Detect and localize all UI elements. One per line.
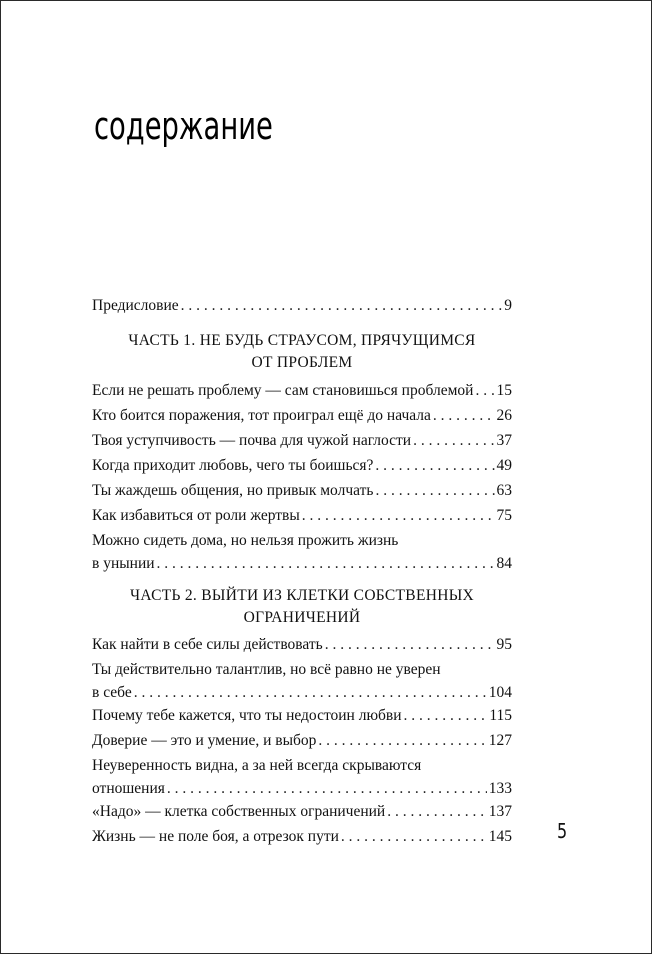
toc-entry[interactable] — [92, 429, 512, 452]
toc-page-number: 127 — [488, 732, 512, 749]
toc-page-number: 9 — [504, 297, 512, 314]
toc-page-number: 95 — [496, 636, 512, 653]
toc-entry[interactable] — [92, 454, 512, 477]
toc-entry-text: Твоя уступчивость — почва для чужой наглости — [92, 432, 412, 449]
page-title: содержание — [94, 104, 273, 148]
part-heading-line: ОГРАНИЧЕНИЙ — [243, 609, 361, 626]
toc-entry-text: Если не решать проблему — сам становишься проблемой — [92, 382, 474, 399]
leader-dots — [433, 404, 495, 427]
leader-dots — [325, 633, 495, 656]
toc-page-number: 15 — [496, 382, 512, 399]
leader-dots — [134, 681, 487, 704]
toc-page-number: 145 — [488, 828, 512, 845]
toc-page-number: 26 — [496, 407, 512, 424]
toc-entry[interactable] — [92, 529, 512, 575]
toc-page-number: 49 — [496, 457, 512, 474]
toc-entry[interactable] — [92, 800, 512, 823]
part-1-heading — [92, 330, 512, 374]
toc-entry[interactable] — [92, 633, 512, 656]
toc-entry[interactable] — [92, 729, 512, 752]
toc-entry-text: Жизнь — не поле боя, а отрезок пути — [92, 828, 339, 845]
leader-dots — [375, 454, 494, 477]
toc-entry-text: Как найти в себе силы действовать — [92, 636, 323, 653]
leader-dots — [413, 429, 494, 452]
toc-page-number: 37 — [496, 432, 512, 449]
part-heading-line: ЧАСТЬ 2. ВЫЙТИ ИЗ КЛЕТКИ СОБСТВЕННЫХ — [129, 587, 475, 604]
leader-dots — [341, 825, 487, 848]
part-heading-line: ЧАСТЬ 1. НЕ БУДЬ СТРАУСОМ, ПРЯЧУЩИМСЯ — [128, 332, 476, 349]
leader-dots — [167, 777, 487, 800]
toc-entry-text: Ты действительно талантлив, но всё равно не уверен — [92, 661, 441, 678]
toc-entry[interactable] — [92, 479, 512, 502]
toc-entry-text: Неуверенность видна, а за ней всегда скрываются — [92, 757, 422, 774]
toc-entry[interactable] — [92, 704, 512, 727]
toc-entry[interactable] — [92, 379, 512, 402]
toc-entry-preface[interactable] — [92, 294, 512, 317]
toc-entry-text: Когда приходит любовь, чего ты боишься? — [92, 457, 374, 474]
leader-dots — [181, 294, 503, 317]
page-number: 5 — [557, 819, 568, 843]
toc-entry-text: Почему тебе кажется, что ты недостоин любви — [92, 707, 402, 724]
leader-dots — [157, 552, 495, 575]
toc-entry-text: отношения — [92, 780, 165, 797]
part-heading-line: ОТ ПРОБЛЕМ — [251, 354, 353, 371]
toc-page-number: 75 — [496, 507, 512, 524]
toc-page-number: 104 — [488, 684, 512, 701]
toc-entry[interactable] — [92, 754, 512, 800]
toc-entry-text: Предисловие — [92, 297, 179, 314]
toc-entry-text: Доверие — это и умение, и выбор — [92, 732, 317, 749]
toc-entry-text: в себе — [92, 684, 132, 701]
toc-entry[interactable] — [92, 404, 512, 427]
toc-entry-text: Ты жаждешь общения, но привык молчать — [92, 482, 374, 499]
toc-page-number: 115 — [489, 707, 512, 724]
toc-entry[interactable] — [92, 504, 512, 527]
toc-page-number: 133 — [488, 780, 512, 797]
toc-entry[interactable] — [92, 825, 512, 848]
leader-dots — [302, 504, 495, 527]
toc-entry-text: Можно сидеть дома, но нельзя прожить жизнь — [92, 532, 399, 549]
toc-entry-text: в унынии — [92, 555, 155, 572]
part-2-heading — [92, 585, 512, 629]
toc-entry-text: «Надо» — клетка собственных ограничений — [92, 803, 386, 820]
toc-page-number: 84 — [496, 555, 512, 572]
leader-dots — [404, 704, 488, 727]
leader-dots — [375, 479, 494, 502]
leader-dots — [475, 379, 494, 402]
toc-page-number: 63 — [496, 482, 512, 499]
leader-dots — [387, 800, 487, 823]
toc-entry[interactable] — [92, 658, 512, 704]
leader-dots — [318, 729, 486, 752]
toc-entry-text: Как избавиться от роли жертвы — [92, 507, 300, 524]
toc-entry-text: Кто боится поражения, тот проиграл ещё до начала — [92, 407, 431, 424]
toc-page-number: 137 — [488, 803, 512, 820]
